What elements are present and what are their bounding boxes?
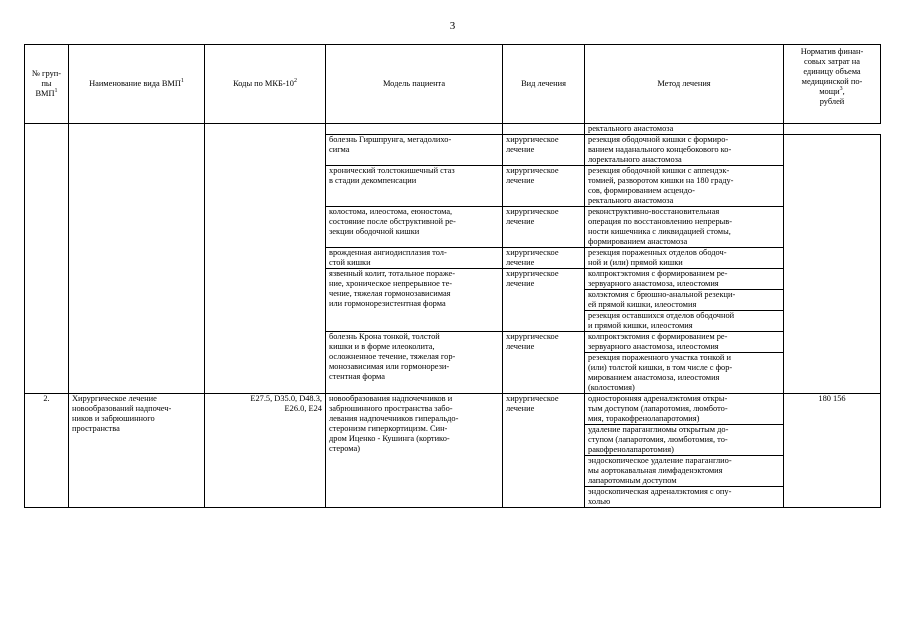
- header-model: Модель пациента: [326, 45, 503, 124]
- group-name-cell: [69, 124, 205, 394]
- vmp-table: [24, 44, 881, 508]
- treatment-type-cell: хирургическое лечение: [503, 394, 585, 508]
- patient-model-cell: болезнь Крона тонкой, толстой кишки и в форме илеоколита, осложненное течение, тяжелая гор- монозависимая или гормонорези- стентная форма: [326, 332, 503, 394]
- treatment-method-cell: резекция пораженных отделов ободоч- ной и (или) прямой кишки: [585, 248, 784, 269]
- group-number-cell: [25, 124, 69, 394]
- norm-cell-empty: [784, 135, 881, 394]
- treatment-method-cell: односторонняя адреналэктомия откры- тым доступом (лапаротомия, люмбото- мия, торакофренолапаротомия): [585, 394, 784, 425]
- norm-cell: 180 156: [784, 394, 881, 508]
- header-name-sup: 1: [180, 78, 184, 85]
- treatment-method-cell: ректального анастомоза: [585, 124, 784, 135]
- patient-model-cell: хронический толстокишечный стаз в стадии декомпенсации: [326, 166, 503, 207]
- treatment-method-cell: эндоскопическая адреналэктомия с опу- холью: [585, 487, 784, 508]
- codes-cell: E27.5, D35.0, D48.3, E26.0, E24: [205, 394, 326, 508]
- header-codes-text: Коды по МКБ-10: [233, 79, 294, 88]
- treatment-method-cell: эндоскопическое удаление параганглио- мы аортокавальная лимфаденэктомия лапаротомным доступом: [585, 456, 784, 487]
- table-row: [25, 124, 881, 135]
- header-group: [25, 45, 69, 124]
- header-group-sup: 1: [54, 88, 58, 95]
- codes-cell: [205, 124, 326, 394]
- treatment-method-cell: резекция ободочной кишки с аппендэк- томией, разворотом кишки на 180 граду- сов, формированием асцендо- ректального анастомоза: [585, 166, 784, 207]
- patient-model-cell: болезнь Гиршпрунга, мегадолихо- сигма: [326, 135, 503, 166]
- treatment-type-cell: [503, 124, 585, 135]
- treatment-method-cell: резекция ободочной кишки с формиро- ванием наданального концебокового ко- лоректального анастомоза: [585, 135, 784, 166]
- header-norm-text: Норматив финан- совых затрат на единицу объема медицинской по- мощи: [800, 47, 864, 96]
- treatment-method-cell: резекция пораженного участка тонкой и (или) толстой кишки, в том числе с фор- мированием анастомоза, илеостомия (колостомия): [585, 353, 784, 394]
- patient-model-cell: [326, 124, 503, 135]
- treatment-method-cell: резекция оставшихся отделов ободочной и прямой кишки, илеостомия: [585, 311, 784, 332]
- table-row: [25, 394, 881, 425]
- treatment-type-cell: хирургическое лечение: [503, 135, 585, 166]
- patient-model-cell: врожденная ангиодисплазия тол- стой кишки: [326, 248, 503, 269]
- treatment-method-cell: удаление параганглиомы открытым до- ступом (лапаротомия, люмботомия, то- ракофренолапаротомия): [585, 425, 784, 456]
- header-treatment: Вид лечения: [503, 45, 585, 124]
- treatment-type-cell: хирургическое лечение: [503, 269, 585, 332]
- header-method: Метод лечения: [585, 45, 784, 124]
- header-row: [25, 45, 881, 124]
- treatment-method-cell: колпроктэктомия с формированием ре- зервуарного анастомоза, илеостомия: [585, 332, 784, 353]
- header-name-text: Наименование вида ВМП: [89, 79, 181, 88]
- treatment-method-cell: колпроктэктомия с формированием ре- зервуарного анастомоза, илеостомия: [585, 269, 784, 290]
- header-name: [69, 45, 205, 124]
- patient-model-cell: колостома, илеостома, еюностома, состояние после обструктивной ре- зекции ободочной кишки: [326, 207, 503, 248]
- treatment-type-cell: хирургическое лечение: [503, 166, 585, 207]
- treatment-type-cell: хирургическое лечение: [503, 332, 585, 394]
- patient-model-cell: язвенный колит, тотальное пораже- ние, хроническое непрерывное те- чение, тяжелая гормонозависимая или гормонорезистентная форма: [326, 269, 503, 332]
- header-codes-sup: 2: [293, 78, 297, 85]
- treatment-type-cell: хирургическое лечение: [503, 248, 585, 269]
- header-norm: [784, 45, 881, 124]
- treatment-method-cell: колэктомия с брюшно-анальной резекци- ей прямой кишки, илеостомия: [585, 290, 784, 311]
- patient-model-cell: новообразования надпочечников и забрюшинного пространства забо- левания надпочечников гиперальдо- стеронизм гиперкортицизм. Син- дром Иценко - Кушинга (кортико- стерома): [326, 394, 503, 508]
- page-number: 3: [449, 20, 456, 32]
- group-number-cell: 2.: [25, 394, 69, 508]
- treatment-method-cell: реконструктивно-восстановительная операция по восстановлению непрерыв- ности кишечника с ликвидацией стомы, формированием анастомоза: [585, 207, 784, 248]
- group-name-cell: Хирургическое лечение новообразований надпочеч- ников и забрюшинного пространства: [69, 394, 205, 508]
- header-group-text: № груп- пы ВМП: [31, 69, 62, 98]
- header-codes: [205, 45, 326, 124]
- header-norm-tail: , рублей: [819, 87, 845, 106]
- header-norm-sup: 3: [839, 86, 843, 93]
- treatment-type-cell: хирургическое лечение: [503, 207, 585, 248]
